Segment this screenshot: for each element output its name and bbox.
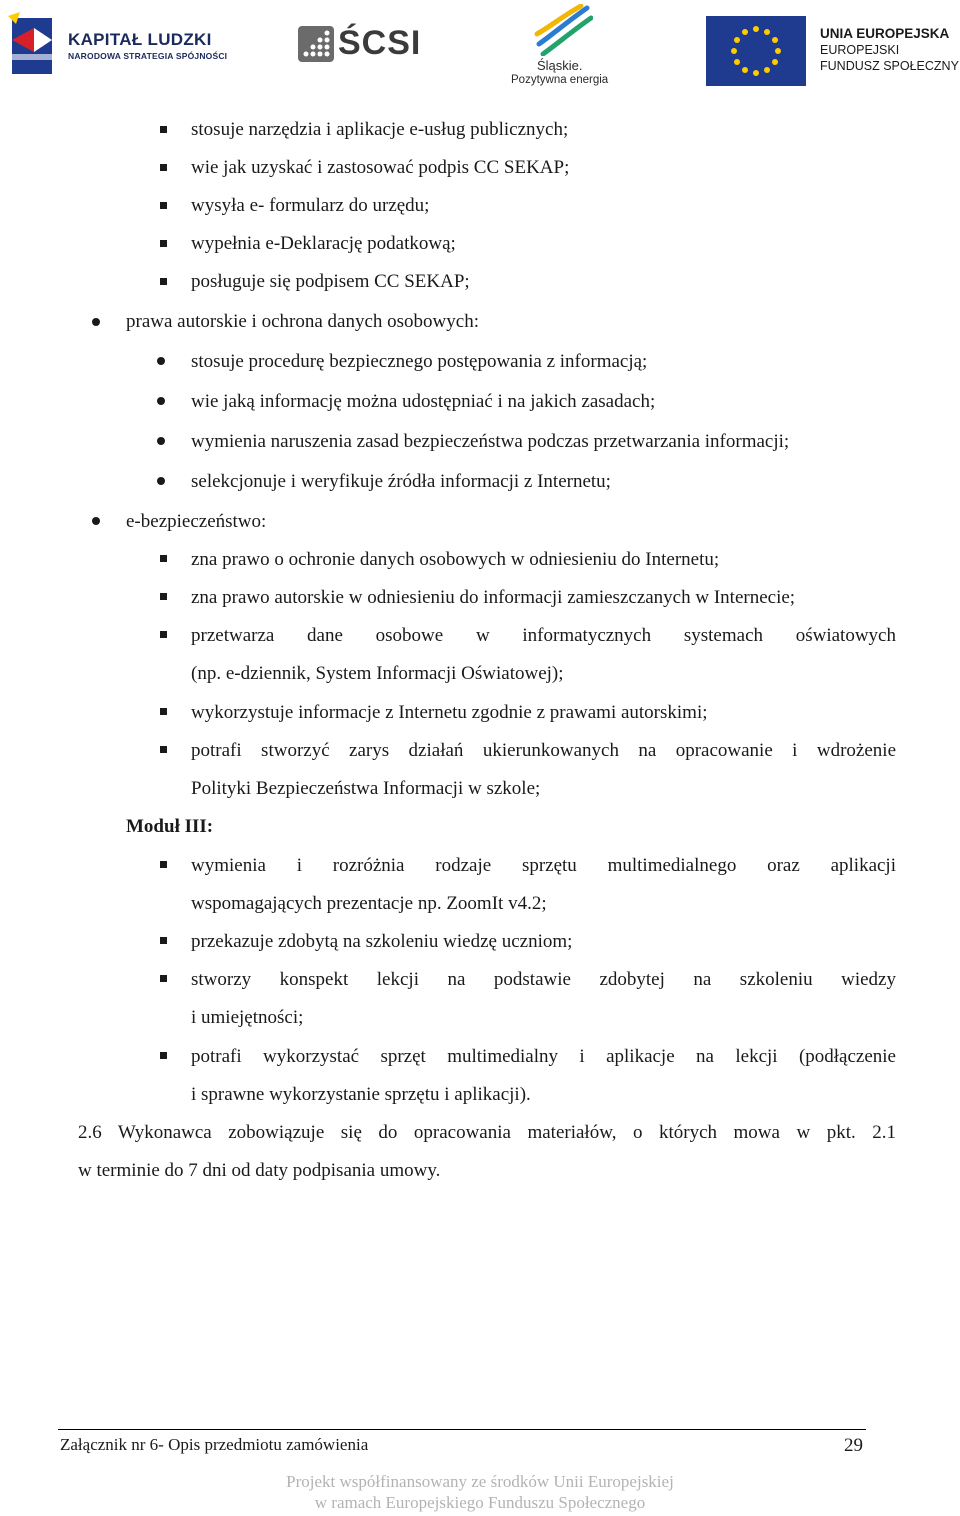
list-item: zna prawo autorskie w odniesieniu do informacji zamieszczanych w Internecie; bbox=[191, 587, 796, 608]
eu-flag-icon bbox=[706, 16, 806, 86]
funding-line-1: Projekt współfinansowany ze środków Unii Europejskiej bbox=[286, 1472, 674, 1491]
footer-rule bbox=[58, 1429, 866, 1430]
scsi-logo bbox=[298, 22, 438, 66]
square-bullet-icon bbox=[160, 975, 167, 982]
list-item: stworzy konspekt lekcji na podstawie zdobytej na szkoleniu wiedzy bbox=[191, 969, 896, 990]
kapital-ludzki-emblem-icon bbox=[6, 10, 58, 78]
list-item: przekazuje zdobytą na szkoleniu wiedzę uczniom; bbox=[191, 931, 573, 952]
list-item: stosuje procedurę bezpiecznego postępowania z informacją; bbox=[191, 351, 648, 372]
square-bullet-icon bbox=[160, 746, 167, 753]
list-item: wymienia i rozróżnia rodzaje sprzętu multimedialnego oraz aplikacji bbox=[191, 855, 896, 876]
list-item-continuation: Polityki Bezpieczeństwa Informacji w szkole; bbox=[191, 778, 541, 799]
slaskie-tagline: Pozytywna energia bbox=[511, 74, 609, 86]
list-item-continuation: wspomagających prezentacje np. ZoomIt v4.2; bbox=[191, 893, 547, 914]
square-bullet-icon bbox=[160, 861, 167, 868]
square-bullet-icon bbox=[160, 1052, 167, 1059]
round-bullet-icon bbox=[157, 437, 165, 445]
square-bullet-icon bbox=[160, 126, 167, 133]
list-item-continuation: i umiejętności; bbox=[191, 1007, 304, 1028]
list-item: potrafi wykorzystać sprzęt multimedialny i aplikacje na lekcji (podłączenie bbox=[191, 1046, 896, 1067]
list-item: przetwarza dane osobowe w informatycznych systemach oświatowych bbox=[191, 625, 896, 646]
page-number: 29 bbox=[844, 1435, 863, 1456]
square-bullet-icon bbox=[160, 278, 167, 285]
list-item: wie jaką informację można udostępniać i na jakich zasadach; bbox=[191, 391, 656, 412]
square-bullet-icon bbox=[160, 164, 167, 171]
section-heading: prawa autorskie i ochrona danych osobowych: bbox=[126, 311, 479, 332]
module-heading: Moduł III: bbox=[126, 816, 214, 837]
scsi-text: ŚCSI bbox=[338, 24, 422, 62]
section-heading: e-bezpieczeństwo: bbox=[126, 511, 267, 532]
footer-title: Załącznik nr 6- Opis przedmiotu zamówienia bbox=[60, 1435, 369, 1454]
round-bullet-icon bbox=[92, 318, 100, 326]
list-item-continuation: i sprawne wykorzystanie sprzętu i aplikacji). bbox=[191, 1084, 531, 1105]
round-bullet-icon bbox=[157, 477, 165, 485]
paragraph-2-6-continuation: w terminie do 7 dni od daty podpisania umowy. bbox=[78, 1160, 441, 1181]
slaskie-waves-icon bbox=[533, 4, 593, 56]
eu-title: UNIA EUROPEJSKA bbox=[820, 26, 950, 41]
list-item: wie jak uzyskać i zastosować podpis CC SEKAP; bbox=[191, 157, 570, 178]
list-item: stosuje narzędzia i aplikacje e-usług publicznych; bbox=[191, 119, 569, 140]
square-bullet-icon bbox=[160, 593, 167, 600]
square-bullet-icon bbox=[160, 631, 167, 638]
square-bullet-icon bbox=[160, 555, 167, 562]
eu-logo bbox=[706, 16, 960, 88]
round-bullet-icon bbox=[157, 357, 165, 365]
square-bullet-icon bbox=[160, 240, 167, 247]
slaskie-logo bbox=[505, 4, 625, 90]
list-item: wymienia naruszenia zasad bezpieczeństwa podczas przetwarzania informacji; bbox=[191, 431, 790, 452]
scsi-dots-icon bbox=[298, 26, 334, 62]
list-item: potrafi stworzyć zarys działań ukierunkowanych na opracowanie i wdrożenie bbox=[191, 740, 896, 761]
eu-line3: FUNDUSZ SPOŁECZNY bbox=[820, 59, 959, 73]
paragraph-2-6: 2.6 Wykonawca zobowiązuje się do opracowania materiałów, o których mowa w pkt. 2.1 bbox=[78, 1122, 896, 1143]
slaskie-name: Śląskie. bbox=[537, 58, 583, 73]
square-bullet-icon bbox=[160, 937, 167, 944]
square-bullet-icon bbox=[160, 202, 167, 209]
kapital-ludzki-title: KAPITAŁ LUDZKI bbox=[68, 30, 212, 49]
square-bullet-icon bbox=[160, 708, 167, 715]
list-item: selekcjonuje i weryfikuje źródła informacji z Internetu; bbox=[191, 471, 611, 492]
round-bullet-icon bbox=[157, 397, 165, 405]
list-item: wysyła e- formularz do urzędu; bbox=[191, 195, 430, 216]
list-item-continuation: (np. e-dziennik, System Informacji Oświatowej); bbox=[191, 663, 564, 684]
list-item: zna prawo o ochronie danych osobowych w odniesieniu do Internetu; bbox=[191, 549, 720, 570]
round-bullet-icon bbox=[92, 517, 100, 525]
funding-line-2: w ramach Europejskiego Funduszu Społecznego bbox=[314, 1493, 646, 1512]
kapital-ludzki-logo bbox=[6, 8, 246, 80]
header-logos bbox=[0, 0, 960, 95]
list-item: wykorzystuje informacje z Internetu zgodnie z prawami autorskimi; bbox=[191, 702, 708, 723]
list-item: posługuje się podpisem CC SEKAP; bbox=[191, 271, 470, 292]
eu-line2: EUROPEJSKI bbox=[820, 43, 900, 57]
list-item: wypełnia e-Deklarację podatkową; bbox=[191, 233, 456, 254]
kapital-ludzki-subtitle: NARODOWA STRATEGIA SPÓJNOŚCI bbox=[68, 51, 228, 61]
